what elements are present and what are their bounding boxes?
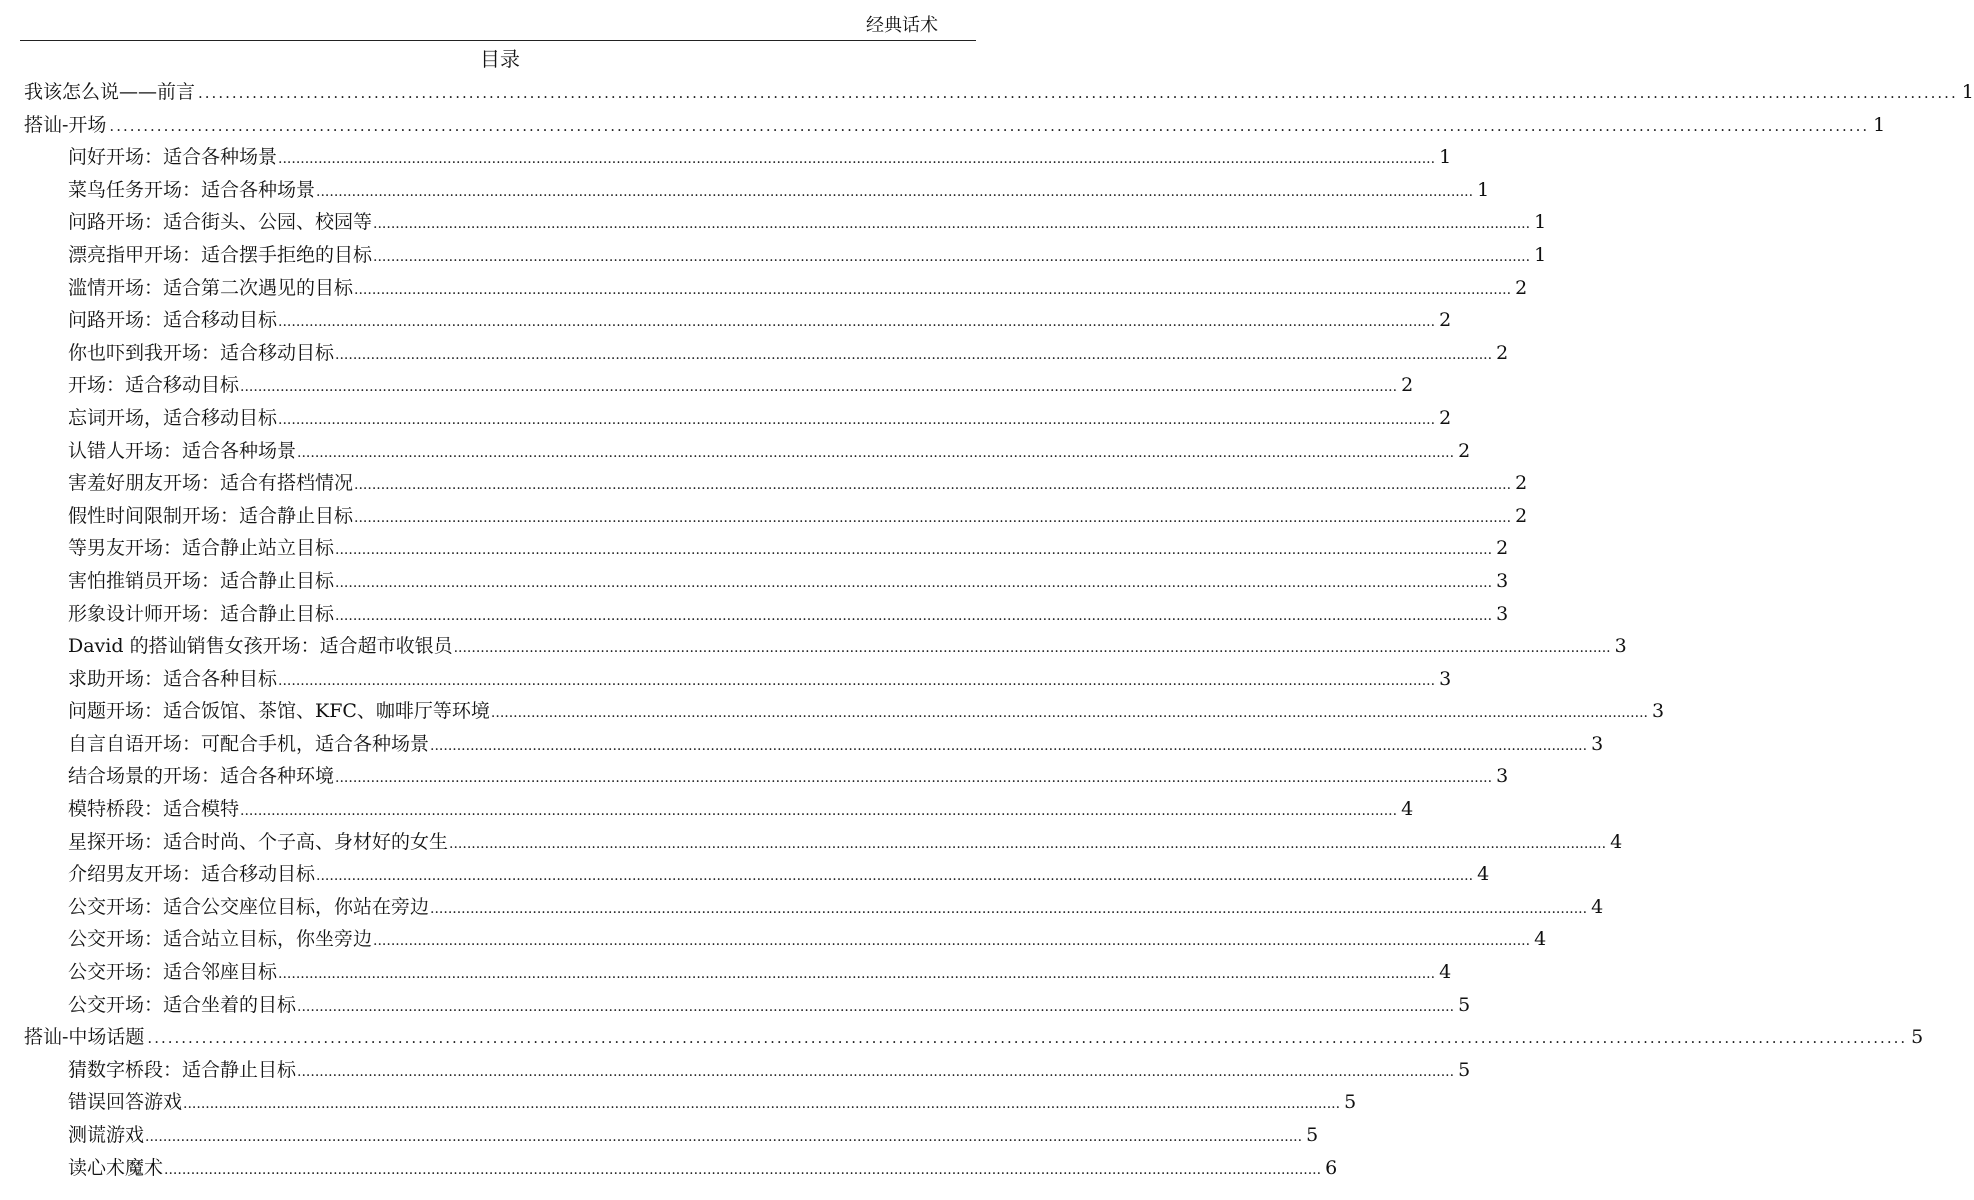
toc-entry[interactable] [0, 956, 1452, 989]
toc-dot-leader: .................................................................................................................................................................................................................................................................... [278, 672, 1436, 689]
toc-dot-leader: .................................................................................................................................................................................................................................................................... [147, 1029, 1908, 1048]
toc-title: 目录 [480, 47, 520, 71]
toc-entry-title: 害怕推销员开场：适合静止目标 [68, 569, 335, 592]
toc-entry-page-number: 2 [1496, 537, 1509, 560]
toc-dot-leader: .................................................................................................................................................................................................................................................................... [109, 116, 1870, 135]
toc-dot-leader: .................................................................................................................................................................................................................................................................... [490, 705, 1648, 722]
toc-entry[interactable] [0, 402, 1452, 435]
toc-entry[interactable] [0, 1086, 1357, 1119]
toc-dot-leader: .................................................................................................................................................................................................................................................................... [453, 640, 1611, 657]
toc-dot-leader: .................................................................................................................................................................................................................................................................... [335, 607, 1493, 624]
toc-dot-leader: .................................................................................................................................................................................................................................................................... [430, 737, 1588, 754]
toc-dot-leader: .................................................................................................................................................................................................................................................................... [278, 314, 1436, 331]
toc-entry[interactable] [0, 989, 1471, 1022]
toc-entry-title: 漂亮指甲开场：适合摆手拒绝的目标 [68, 243, 373, 266]
toc-entry-page-number: 4 [1401, 798, 1414, 821]
toc-entry-page-number: 1 [1477, 178, 1490, 201]
toc-entry-page-number: 2 [1515, 276, 1528, 299]
toc-entry-title: 忘词开场，适合移动目标 [68, 406, 278, 429]
toc-entry-title: 等男友开场：适合静止站立目标 [68, 537, 335, 560]
toc-entry-page-number: 5 [1306, 1124, 1319, 1146]
toc-entry-page-number: 1 [1961, 81, 1974, 103]
toc-entry-page-number: 4 [1477, 863, 1490, 886]
toc-entry[interactable] [0, 630, 1627, 663]
toc-entry-title: David 的搭讪销售女孩开场：适合超市收银员 [68, 635, 453, 658]
toc-dot-leader: .................................................................................................................................................................................................................................................................... [335, 346, 1493, 363]
toc-entry-title: 公交开场：适合公交座位目标，你站在旁边 [68, 895, 430, 918]
toc-dot-leader: .................................................................................................................................................................................................................................................................... [335, 574, 1493, 591]
toc-entry[interactable] [0, 369, 1414, 402]
toc-entry-title: 求助开场：适合各种目标 [68, 667, 278, 690]
toc-entry-page-number: 5 [1911, 1026, 1924, 1049]
toc-entry-page-number: 3 [1496, 765, 1509, 788]
toc-entry-page-number: 3 [1614, 635, 1627, 658]
toc-dot-leader: .................................................................................................................................................................................................................................................................... [183, 1096, 1341, 1113]
toc-entry[interactable] [0, 891, 1604, 924]
toc-dot-leader: .................................................................................................................................................................................................................................................................... [335, 770, 1493, 787]
toc-entry[interactable] [0, 467, 1528, 500]
toc-dot-leader: .................................................................................................................................................................................................................................................................... [354, 477, 1512, 494]
toc-entry[interactable] [0, 663, 1452, 696]
toc-entry-title: 问题开场：适合饭馆、茶馆、KFC、咖啡厅等环境 [68, 700, 490, 723]
toc-dot-leader: .................................................................................................................................................................................................................................................................... [373, 933, 1531, 950]
toc-entry-title: 模特桥段：适合模特 [68, 798, 240, 821]
toc-entry-title: 菜鸟任务开场：适合各种场景 [68, 178, 316, 201]
toc-entry-title: 结合场景的开场：适合各种环境 [68, 765, 335, 788]
toc-entry-page-number: 3 [1496, 569, 1509, 592]
toc-entry-title: 星探开场：适合时尚、个子高、身材好的女生 [68, 830, 449, 853]
toc-entry[interactable] [0, 565, 1509, 598]
toc-dot-leader: .................................................................................................................................................................................................................................................................... [449, 835, 1607, 852]
toc-entry-page-number: 2 [1439, 406, 1452, 429]
toc-dot-leader: .................................................................................................................................................................................................................................................................... [198, 84, 1958, 102]
toc-entry-page-number: 2 [1515, 472, 1528, 495]
toc-entry[interactable] [0, 76, 1974, 109]
toc-entry[interactable] [0, 304, 1452, 337]
toc-entry[interactable] [0, 272, 1528, 305]
toc-dot-leader: .................................................................................................................................................................................................................................................................... [297, 1063, 1455, 1080]
toc-entry-title: 自言自语开场：可配合手机，适合各种场景 [68, 732, 430, 755]
toc-entry-title: 开场：适合移动目标 [68, 374, 240, 397]
toc-dot-leader: .................................................................................................................................................................................................................................................................... [240, 379, 1398, 396]
toc-entry-page-number: 1 [1534, 243, 1547, 266]
toc-entry-title: 搭讪-开场 [24, 113, 107, 136]
toc-entry-page-number: 2 [1401, 374, 1414, 397]
toc-dot-leader: .................................................................................................................................................................................................................................................................... [316, 183, 1474, 200]
toc-dot-leader: .................................................................................................................................................................................................................................................................... [335, 542, 1493, 559]
toc-entry[interactable] [0, 1119, 1319, 1152]
toc-entry-page-number: 2 [1458, 439, 1471, 462]
toc-entry[interactable] [0, 206, 1547, 239]
toc-entry-page-number: 3 [1651, 700, 1665, 723]
toc-dot-leader: .................................................................................................................................................................................................................................................................... [145, 1129, 1303, 1145]
toc-entry[interactable] [0, 532, 1509, 565]
header-title: 经典话术 [866, 15, 938, 36]
toc-entry-title: 搭讪-中场话题 [24, 1026, 145, 1049]
toc-entry-page-number: 2 [1496, 341, 1509, 364]
toc-entry-title: 测谎游戏 [68, 1124, 145, 1146]
toc-entry-title: 问好开场：适合各种场景 [68, 146, 278, 169]
toc-entry-title: 形象设计师开场：适合静止目标 [68, 602, 335, 625]
toc-entry-page-number: 5 [1344, 1091, 1357, 1114]
toc-dot-leader: .................................................................................................................................................................................................................................................................... [373, 216, 1531, 233]
toc-entry[interactable] [0, 1054, 1471, 1087]
toc-entry-title: 介绍男友开场：适合移动目标 [68, 863, 316, 886]
toc-entry-page-number: 3 [1439, 667, 1452, 690]
toc-entry-title: 认错人开场：适合各种场景 [68, 439, 297, 462]
header-divider [20, 40, 976, 41]
toc-dot-leader: .................................................................................................................................................................................................................................................................... [430, 900, 1588, 917]
toc-entry-title: 问路开场：适合街头、公园、校园等 [68, 211, 373, 234]
toc-entry-title: 公交开场：适合坐着的目标 [68, 993, 297, 1016]
toc-entry-title: 猜数字桥段：适合静止目标 [68, 1058, 297, 1081]
toc-entry[interactable] [0, 793, 1414, 826]
toc-entry[interactable] [0, 826, 1623, 859]
toc-entry-title: 害羞好朋友开场：适合有搭档情况 [68, 472, 354, 495]
toc-dot-leader: .................................................................................................................................................................................................................................................................... [297, 444, 1455, 461]
toc-entry-title: 滥情开场：适合第二次遇见的目标 [68, 276, 354, 299]
toc-entry[interactable] [0, 109, 1886, 142]
toc-entry-page-number: 5 [1458, 993, 1471, 1016]
toc-entry-title: 你也吓到我开场：适合移动目标 [68, 341, 335, 364]
toc-entry[interactable] [0, 728, 1604, 761]
toc-entry[interactable] [0, 435, 1471, 468]
toc-entry[interactable] [0, 695, 1665, 728]
toc-dot-leader: .................................................................................................................................................................................................................................................................... [278, 411, 1436, 428]
toc-entry-title: 错误回答游戏 [68, 1091, 183, 1114]
toc-entry[interactable] [0, 141, 1452, 174]
toc-entry[interactable] [0, 500, 1528, 533]
toc-entry-page-number: 4 [1534, 928, 1547, 951]
toc-entry-page-number: 3 [1591, 732, 1604, 755]
toc-entry[interactable] [0, 760, 1509, 793]
toc-entry[interactable] [0, 174, 1490, 207]
toc-entry-page-number: 3 [1496, 602, 1509, 625]
toc-entry[interactable] [0, 858, 1490, 891]
toc-entry[interactable] [0, 337, 1509, 370]
toc-dot-leader: .................................................................................................................................................................................................................................................................... [297, 998, 1455, 1015]
toc-entry-page-number: 2 [1515, 504, 1528, 527]
toc-entry[interactable] [0, 923, 1547, 956]
toc-entry-title: 我该怎么说——前言 [24, 81, 196, 103]
toc-dot-leader: .................................................................................................................................................................................................................................................................... [354, 509, 1512, 526]
toc-list [0, 76, 1974, 1184]
toc-entry[interactable] [0, 598, 1509, 631]
toc-dot-leader: .................................................................................................................................................................................................................................................................... [240, 803, 1398, 820]
toc-dot-leader: .................................................................................................................................................................................................................................................................... [278, 151, 1436, 168]
toc-entry-title: 问路开场：适合移动目标 [68, 309, 278, 332]
toc-entry-page-number: 4 [1439, 961, 1452, 984]
toc-entry-title: 读心术魔术 [68, 1156, 164, 1179]
toc-dot-leader: .................................................................................................................................................................................................................................................................... [373, 248, 1531, 265]
toc-dot-leader: .................................................................................................................................................................................................................................................................... [278, 966, 1436, 983]
toc-entry-title: 公交开场：适合站立目标，你坐旁边 [68, 928, 373, 951]
toc-entry[interactable] [0, 1152, 1338, 1185]
toc-entry-page-number: 1 [1439, 146, 1452, 169]
toc-entry-page-number: 1 [1534, 211, 1547, 234]
toc-dot-leader: .................................................................................................................................................................................................................................................................... [164, 1161, 1322, 1178]
toc-entry[interactable] [0, 1021, 1924, 1054]
toc-entry-page-number: 2 [1439, 309, 1452, 332]
toc-dot-leader: .................................................................................................................................................................................................................................................................... [316, 868, 1474, 885]
toc-entry[interactable] [0, 239, 1547, 272]
toc-entry-title: 假性时间限制开场：适合静止目标 [68, 504, 354, 527]
toc-entry-page-number: 4 [1591, 895, 1604, 918]
toc-entry-page-number: 4 [1610, 830, 1623, 853]
toc-entry-page-number: 6 [1325, 1156, 1338, 1179]
toc-entry-page-number: 5 [1458, 1058, 1471, 1081]
toc-dot-leader: .................................................................................................................................................................................................................................................................... [354, 281, 1512, 298]
toc-entry-title: 公交开场：适合邻座目标 [68, 961, 278, 984]
toc-entry-page-number: 1 [1873, 113, 1886, 136]
